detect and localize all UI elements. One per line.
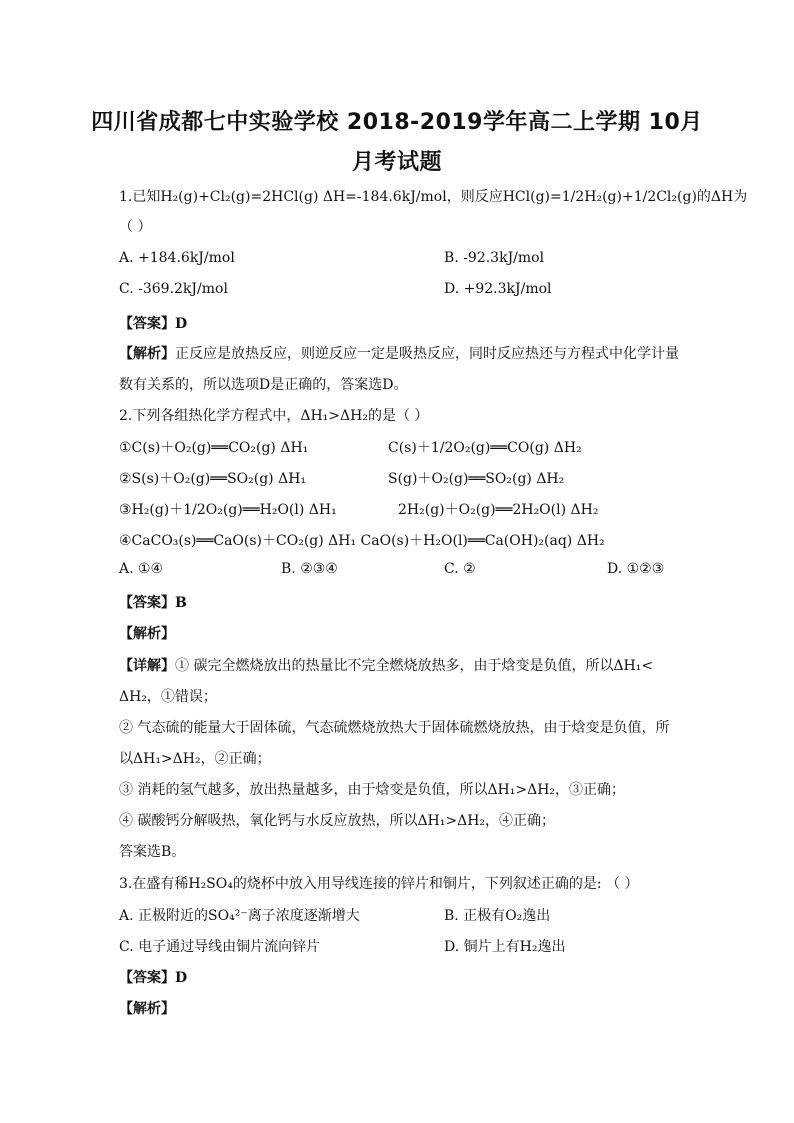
q2-reaction3-right: 2H₂(g)＋O₂(g)══2H₂O(l) ΔH₂ bbox=[398, 502, 599, 518]
document-title-line1: 四川省成都七中实验学校 2018-2019学年高二上学期 10月 bbox=[91, 110, 703, 135]
q2-answer: 【答案】B bbox=[119, 595, 187, 611]
q2-option-a: A. ①④ bbox=[119, 561, 164, 577]
q2-detail-line6: ④ 碳酸钙分解吸热，氧化钙与水反应放热，所以ΔH₁>ΔH₂，④正确； bbox=[119, 813, 556, 829]
q2-conclusion: 答案选B。 bbox=[119, 844, 186, 860]
q1-option-b: B. -92.3kJ/mol bbox=[444, 250, 545, 266]
q1-option-c: C. -369.2kJ/mol bbox=[119, 281, 228, 297]
q2-option-b: B. ②③④ bbox=[281, 561, 338, 577]
q2-reaction2-left: ②S(s)＋O₂(g)══SO₂(g) ΔH₁ bbox=[119, 471, 307, 487]
q3-option-c: C. 电子通过导线由铜片流向锌片 bbox=[119, 939, 321, 955]
q1-stem: 1.已知H₂(g)+Cl₂(g)=2HCl(g) ΔH=-184.6kJ/mol，则反应HCl(g)=1/2H₂(g)+1/2Cl₂(g)的ΔH为 bbox=[119, 189, 748, 205]
q2-reaction3-left: ③H₂(g)＋1/2O₂(g)══H₂O(l) ΔH₁ bbox=[119, 502, 337, 518]
q1-answer: 【答案】D bbox=[119, 316, 188, 332]
q2-detail-line2: ΔH₂，①错误； bbox=[119, 689, 217, 705]
q3-option-b: B. 正极有O₂逸出 bbox=[444, 908, 551, 924]
q1-analysis-line2: 数有关系的，所以选项D是正确的，答案选D。 bbox=[119, 377, 408, 393]
q3-answer: 【答案】D bbox=[119, 970, 188, 986]
q3-stem: 3.在盛有稀H₂SO₄的烧杯中放入用导线连接的锌片和铜片，下列叙述正确的是: （ ） bbox=[119, 876, 639, 892]
q2-reaction1-right: C(s)＋1/2O₂(g)══CO(g) ΔH₂ bbox=[388, 440, 582, 456]
q3-option-a: A. 正极附近的SO₄²⁻离子浓度逐渐增大 bbox=[119, 908, 360, 924]
q2-analysis-label: 【解析】 bbox=[119, 626, 175, 642]
q1-analysis-label: 【解析】 bbox=[119, 346, 175, 362]
q2-reaction4: ④CaCO₃(s)══CaO(s)＋CO₂(g) ΔH₁ CaO(s)＋H₂O(l)══Ca(OH)₂(aq) ΔH₂ bbox=[119, 533, 605, 549]
q2-detail-label: 【详解】 bbox=[119, 658, 175, 674]
q2-stem: 2.下列各组热化学方程式中，ΔH₁>ΔH₂的是（ ） bbox=[119, 408, 429, 424]
q2-detail-line5: ③ 消耗的氢气越多，放出热量越多，由于焓变是负值，所以ΔH₁>ΔH₂，③正确； bbox=[119, 782, 626, 798]
q1-option-a: A. +184.6kJ/mol bbox=[119, 250, 235, 266]
q2-detail-line4: 以ΔH₁>ΔH₂，②正确； bbox=[119, 751, 271, 767]
q1-option-d: D. +92.3kJ/mol bbox=[444, 281, 552, 297]
q1-stem-paren: （ ） bbox=[119, 219, 152, 235]
q2-detail-line3: ② 气态硫的能量大于固体硫，气态硫燃烧放热大于固体硫燃烧放热，由于焓变是负值，所 bbox=[119, 720, 670, 736]
q2-option-c: C. ② bbox=[444, 561, 476, 577]
q1-analysis-line1 bbox=[119, 343, 679, 363]
q2-reaction2-right: S(g)＋O₂(g)══SO₂(g) ΔH₂ bbox=[388, 471, 565, 487]
q2-reaction1-left: ①C(s)＋O₂(g)══CO₂(g) ΔH₁ bbox=[119, 440, 309, 456]
q3-analysis-label: 【解析】 bbox=[119, 1001, 175, 1017]
q2-detail-text1: ① 碳完全燃烧放出的热量比不完全燃烧放热多，由于焓变是负值，所以ΔH₁< bbox=[175, 658, 654, 674]
q3-option-d: D. 铜片上有H₂逸出 bbox=[444, 939, 566, 955]
q1-analysis-text: 正反应是放热反应，则逆反应一定是吸热反应，同时反应热还与方程式中化学计量 bbox=[175, 346, 679, 362]
document-title-line2: 月考试题 bbox=[351, 150, 442, 175]
q2-detail-line1 bbox=[119, 655, 653, 675]
q2-option-d: D. ①②③ bbox=[607, 561, 665, 577]
